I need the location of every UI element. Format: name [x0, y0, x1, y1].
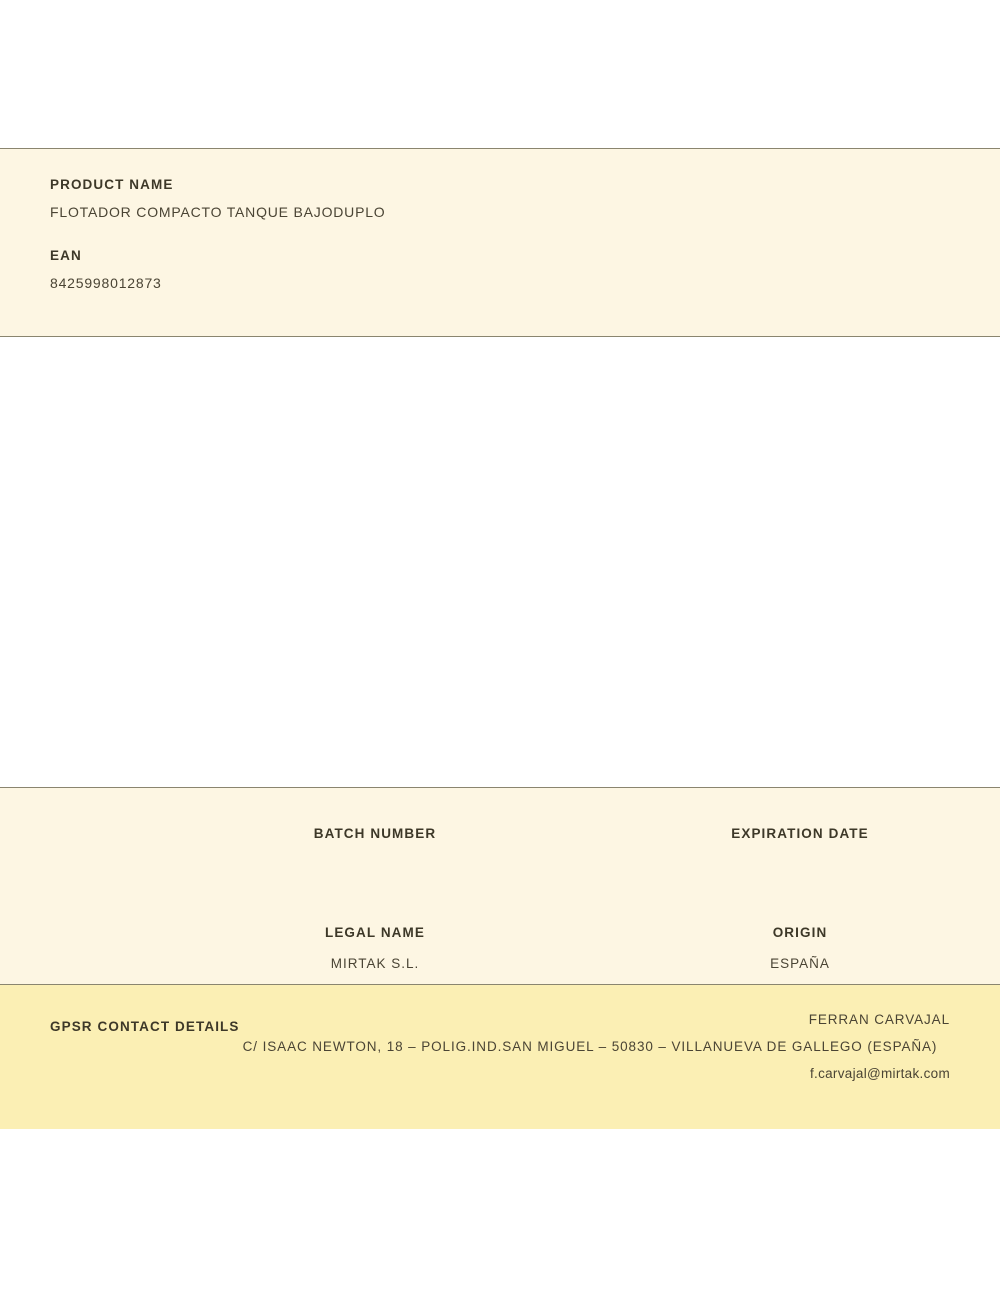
ean-value: 8425998012873	[50, 275, 162, 291]
legal-name-value: MIRTAK S.L.	[330, 956, 420, 971]
origin-label: ORIGIN	[772, 925, 828, 940]
spacer-cell-2	[0, 925, 150, 972]
gpsr-contact-address: C/ ISAAC NEWTON, 18 – POLIG.IND.SAN MIGUEL – 50830 – VILLANUEVA DE GALLEGO (ESPAÑA)	[242, 1039, 938, 1055]
expiration-date-label: EXPIRATION DATE	[731, 826, 869, 841]
batch-number-field	[150, 826, 600, 873]
gpsr-contact-title: GPSR CONTACT DETAILS	[50, 1019, 240, 1034]
batch-expiration-row	[0, 788, 1000, 873]
gpsr-contact-name: FERRAN CARVAJAL	[808, 1012, 950, 1027]
legal-name-field	[150, 925, 600, 972]
product-name-field	[50, 177, 950, 220]
product-name-label: PRODUCT NAME	[50, 177, 174, 192]
bottom-blank-area	[0, 1129, 1000, 1300]
origin-field	[600, 925, 1000, 972]
batch-number-label: BATCH NUMBER	[313, 826, 437, 841]
top-blank-area	[0, 0, 1000, 148]
spacer-cell	[0, 826, 150, 873]
image-placeholder-area	[0, 337, 1000, 787]
gpsr-contact-block	[0, 984, 1000, 1129]
product-name-value: FLOTADOR COMPACTO TANQUE BAJODUPLO	[50, 204, 386, 220]
product-details-block	[0, 787, 1000, 984]
legal-origin-row	[0, 873, 1000, 972]
batch-number-value	[150, 857, 600, 873]
legal-name-label: LEGAL NAME	[324, 925, 425, 940]
ean-field	[50, 248, 950, 291]
expiration-date-value	[600, 857, 1000, 873]
gpsr-contact-email: f.carvajal@mirtak.com	[809, 1066, 950, 1082]
expiration-date-field	[600, 826, 1000, 873]
ean-label: EAN	[50, 248, 82, 263]
origin-value: ESPAÑA	[770, 956, 830, 971]
product-header-block	[0, 148, 1000, 337]
